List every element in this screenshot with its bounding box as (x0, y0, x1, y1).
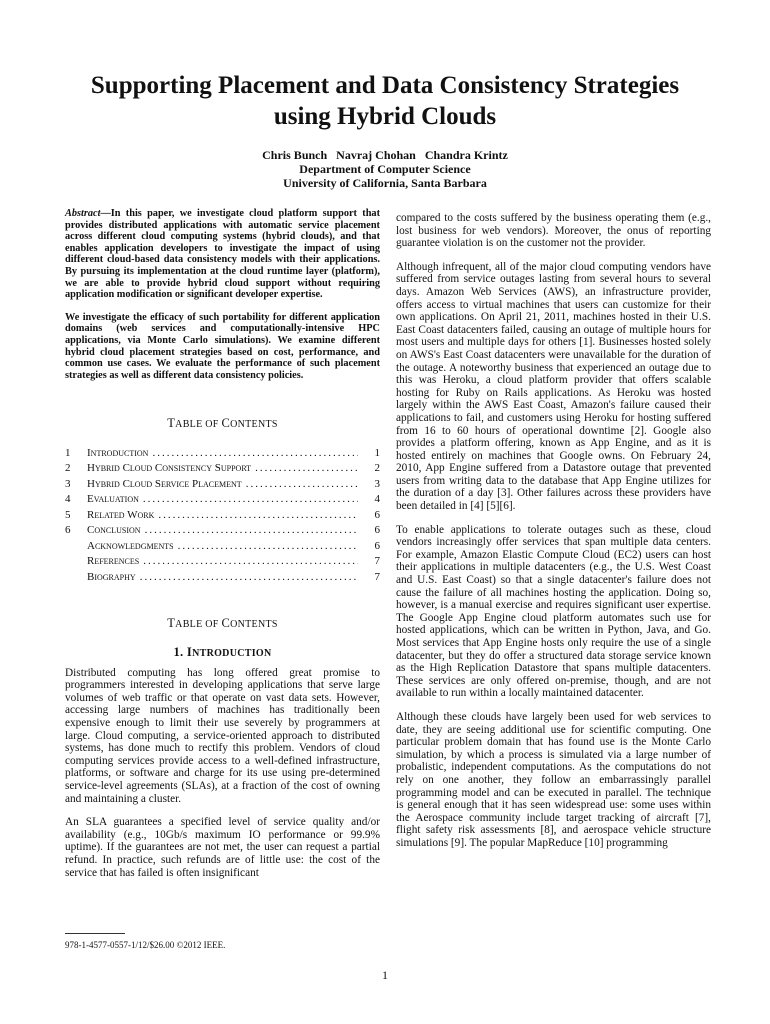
toc-entry-page: 1 (374, 446, 380, 459)
author-names: Chris Bunch Navraj Chohan Chandra Krintz (262, 148, 508, 162)
right-paragraph-1: compared to the costs suffered by the business operating them (e.g., lost business for web vendors). Moreover, the onus of reporting guarantee violation is on the customer not the provider. (396, 212, 711, 250)
toc-leader-dots (152, 446, 358, 462)
toc-entry-label: Related Work (87, 508, 155, 521)
toc-leader-dots (255, 461, 358, 477)
abstract-label: Abstract (65, 208, 101, 219)
abstract-dash: — (100, 208, 111, 219)
copyright-footnote (65, 933, 380, 950)
toc-entry-number: 4 (65, 493, 71, 506)
title-line-2: using Hybrid Clouds (273, 103, 497, 130)
author-block (40, 148, 730, 190)
right-paragraph-2: Although infrequent, all of the major cloud computing vendors have suffered from service outages lasting from several hours to several days. Amazon Web Services (AWS), an infrastructure provider, offers access to virtual machines that users can customize for their own applications. On April 21, 2011, machines hosted in their U.S. East Coast datacenters failed, causing an outage of multiple hours for most users and multiple days for others [1]. Businesses hosted solely on AWS's East Coast datacenters were unavailable for the duration of the outage. A noteworthy business that experienced an outage due to this was Heroku, a cloud platform provider that offers scalable hosting for Ruby on Rails applications. As Heroku was hosted largely within the AWS East Coast, Amazon's failure caused their applications to fail, and customers using Heroku for hosting suffered from 16 to 60 hours of operational downtime [2]. Google also provides a platform offering, known as App Engine, and as it is hosted entirely on machines that Google owns. On February 24, 2010, App Engine suffered from a Datastore outage that prevented users from writing data to the database that App Engine utilizes for the duration of a day [3]. Other failures across these providers have been detailed in [4] [5][6]. (396, 260, 711, 513)
toc-entry-page: 2 (374, 462, 380, 475)
toc-entry-label: References (87, 555, 140, 568)
toc-leader-dots (145, 523, 358, 539)
title-line-1: Supporting Placement and Data Consistency Strategies (90, 72, 680, 99)
toc-entry[interactable] (65, 554, 380, 570)
toc-entry-label: Hybrid Cloud Consistency Support (87, 462, 252, 475)
abstract-paragraph-2: We investigate the efficacy of such portability for different application domains (web services and computationally-intensive HPC applications, via Monte Carlo simulations). We examine different hybrid cloud placement strategies based on cost, performance, and common use cases. We evaluate the performance of such placement strategies as well as different data consistency policies. (65, 311, 380, 381)
toc-entry-page: 7 (374, 555, 380, 568)
right-paragraph-3: To enable applications to tolerate outages such as these, cloud vendors increasingly offer services that span multiple data centers. For example, Amazon Elastic Compute Cloud (EC2) users can host their applications in multiple datacenters (e.g., the U.S. West Coast and U.S. East Coast) so that a single datacenter's failure does not cause the failure of all machines hosting the application. Doing so, however, is a manual exercise and requires significant user expertise. The Google App Engine cloud platform automates such use for hosted applications, which can be written in Python, Java, and Go. Most services that App Engine hosts only require the use of a single datacenter, but they do offer a structured data storage service known as the High Replication Datastore that spans multiple datacenters. These services are only offered on-premise, though, and are not available to run within a locally maintained datacenter. (396, 523, 711, 700)
department: Department of Computer Science (299, 162, 471, 176)
left-column (65, 208, 380, 890)
toc-entry-page: 6 (374, 524, 380, 537)
section-heading-introduction: 1. INTRODUCTION (173, 645, 272, 659)
toc-entry-label: Hybrid Cloud Service Placement (87, 477, 242, 490)
toc-leader-dots (246, 477, 358, 493)
toc-entry[interactable] (65, 570, 380, 586)
toc-entry-number: 5 (65, 508, 71, 521)
footnote-rule (65, 933, 125, 934)
toc-entry-number: 2 (65, 462, 71, 475)
toc-entry-page: 6 (374, 508, 380, 521)
toc-entry[interactable] (65, 477, 380, 493)
toc-entry[interactable] (65, 492, 380, 508)
toc-leader-dots (178, 539, 358, 555)
toc-entry-label: Introduction (87, 446, 149, 459)
toc-entry-page: 3 (374, 477, 380, 490)
intro-paragraph-2: An SLA guarantees a specified level of service quality and/or availability (e.g., 10Gb/s maximum IO performance or 99.9% uptime). If the guarantees are not met, the user can request a partial refund. In practice, such refunds are of little use: the cost of the service that has failed is often insignificant (65, 816, 380, 879)
toc-entry-label: Evaluation (87, 493, 139, 506)
abstract (65, 208, 380, 301)
toc-title-repeat: TABLE OF CONTENTS (167, 616, 278, 631)
toc-entry-label: Biography (87, 570, 136, 583)
toc-entry-label: Acknowledgments (87, 539, 174, 552)
footnote-text: 978-1-4577-0557-1/12/$26.00 ©2012 IEEE. (65, 940, 226, 950)
paper-title (40, 70, 730, 132)
intro-paragraph-1: Distributed computing has long offered great promise to programmers interested in developing applications that serve large volumes of web traffic or that operate on vast data sets. However, accessing large numbers of machines has traditionally been expensive enough to limit their use severely by programmers at large. Cloud computing, a service-oriented approach to distributed systems, has done much to rectify this problem. Vendors of cloud computing services provide access to a well-defined infrastructure, platforms, or software and charge for its use using pre-determined service-level agreements (SLAs), at a fraction of the cost of owning and maintaining a cluster. (65, 666, 380, 805)
toc-entry[interactable] (65, 508, 380, 524)
toc-leader-dots (140, 570, 358, 586)
toc-entry-number: 3 (65, 477, 71, 490)
toc-entry[interactable] (65, 461, 380, 477)
table-of-contents (65, 446, 380, 586)
toc-entry-page: 6 (374, 539, 380, 552)
toc-leader-dots (143, 492, 358, 508)
toc-entry[interactable] (65, 539, 380, 555)
toc-entry-number: 6 (65, 524, 71, 537)
right-column (396, 212, 711, 861)
toc-entry-number: 1 (65, 446, 71, 459)
right-paragraph-4: Although these clouds have largely been used for web services to date, they are seeing additional use for scientific computing. One particular problem domain that has found use is the Monte Carlo simulation, by which a process is simulated via a large number of probalistic, independent computations. As the computations do not rely on one another, they follow an embarrassingly parallel programming model and can be executed in parallel. The technique is general enough that it has seen widespread use: some uses within the Aerospace community include target tracking of aircraft [7], flight safety risk assessments [8], and aerospace vehicle structure simulations [9]. The popular MapReduce [10] programming (396, 710, 711, 849)
toc-entry-label: Conclusion (87, 524, 141, 537)
abstract-text: In this paper, we investigate cloud platform support that provides distributed applications with automatic service placement across different cloud computing systems (hybrid clouds), and that enables application developers to investigate the impact of using different cloud-based data consistency models with their applications. By pursuing its implementation at the cloud runtime layer (platform), we are able to provide hybrid cloud support without requiring application modification or significant developer expertise. (65, 208, 380, 301)
toc-title: TABLE OF CONTENTS (167, 416, 278, 431)
toc-leader-dots (158, 508, 358, 524)
page-number: 1 (382, 968, 388, 982)
toc-entry[interactable] (65, 523, 380, 539)
toc-entry-page: 7 (374, 570, 380, 583)
toc-leader-dots (143, 554, 358, 570)
toc-entry[interactable] (65, 446, 380, 462)
university: University of California, Santa Barbara (283, 176, 487, 190)
toc-entry-page: 4 (374, 493, 380, 506)
